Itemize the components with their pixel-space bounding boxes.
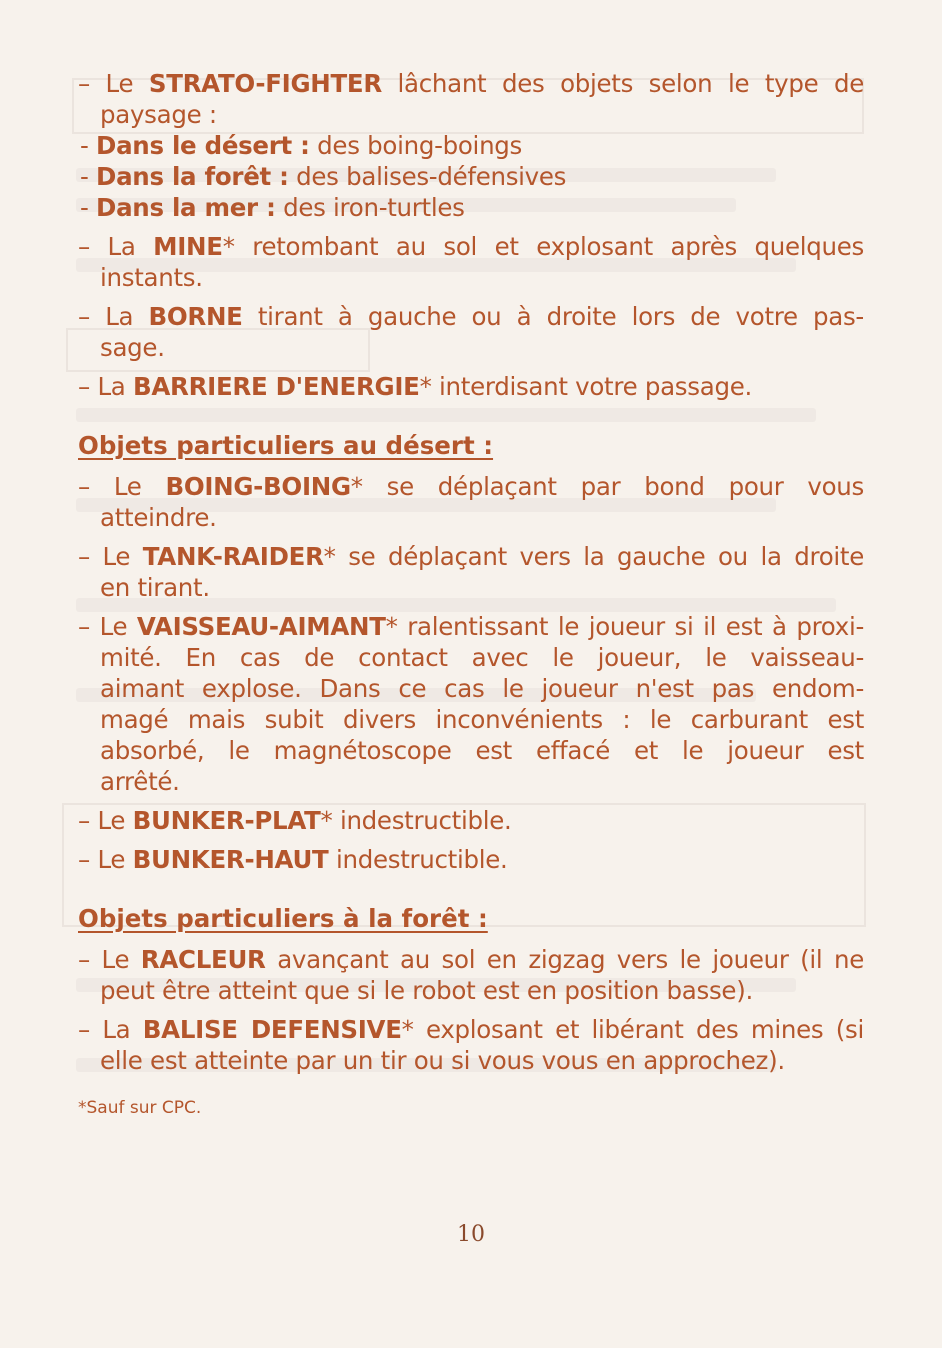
line-text: en tirant. — [100, 573, 210, 602]
document-page — [78, 68, 864, 1118]
term-bold: Dans la mer : — [96, 193, 276, 222]
section-heading: Objets particuliers au désert : — [78, 431, 494, 460]
text-line — [78, 975, 864, 1006]
line-text: des boing-boings — [309, 131, 523, 160]
line-text: * se déplaçant vers la gauche ou la droite — [323, 542, 864, 571]
line-text: aimant explose. Dans ce cas le joueur n'est pas endom- — [100, 674, 864, 703]
line-text: des balises-défensives — [288, 162, 567, 191]
line-text: – La — [78, 372, 133, 401]
line-text: * explosant et libérant des mines (si — [401, 1015, 864, 1044]
list-item — [78, 471, 864, 533]
list-item — [78, 68, 864, 223]
line-text: - — [80, 193, 97, 222]
line-text: * retombant au sol et explosant après quelques — [222, 232, 864, 261]
line-text: tirant à gauche ou à droite lors de votre pas- — [242, 302, 864, 331]
line-text: – Le — [78, 542, 143, 571]
line-text: - — [80, 162, 97, 191]
term-bold: BUNKER-PLAT — [132, 806, 321, 835]
section-heading: Objets particuliers à la forêt : — [78, 904, 488, 933]
term-bold: TANK-RAIDER — [142, 542, 324, 571]
list-item — [78, 1014, 864, 1076]
line-text: instants. — [100, 263, 203, 292]
text-line — [78, 99, 864, 130]
text-line — [78, 1045, 864, 1076]
line-text: – Le — [78, 472, 166, 501]
text-line — [78, 572, 864, 603]
text-line — [78, 541, 864, 572]
text-line — [78, 673, 864, 704]
line-text: – Le — [78, 945, 141, 974]
text-line — [78, 642, 864, 673]
line-text: elle est atteinte par un tir ou si vous vous en approchez). — [100, 1046, 785, 1075]
term-bold: VAISSEAU-AIMANT — [136, 612, 386, 641]
line-text: avançant au sol en zigzag vers le joueur (il ne — [265, 945, 865, 974]
line-text: indestructible. — [328, 845, 508, 874]
text-line — [78, 704, 864, 735]
text-line — [78, 805, 864, 836]
text-line — [78, 68, 864, 99]
term-bold: RACLEUR — [140, 945, 266, 974]
text-line — [78, 332, 864, 363]
text-line — [78, 231, 864, 262]
line-text: * interdisant votre passage. — [419, 372, 752, 401]
term-bold: BALISE DEFENSIVE — [142, 1015, 402, 1044]
list-item — [78, 231, 864, 293]
term-bold: Dans la forêt : — [96, 162, 289, 191]
line-text: magé mais subit divers inconvénients : le carburant est — [100, 705, 864, 734]
line-text: – Le — [78, 806, 133, 835]
list-item — [78, 541, 864, 603]
text-line — [78, 1014, 864, 1045]
line-text: atteindre. — [100, 503, 217, 532]
text-line — [78, 502, 864, 533]
list-item — [78, 301, 864, 363]
line-text: sage. — [100, 333, 165, 362]
line-text: * se déplaçant par bond pour vous — [350, 472, 864, 501]
line-text: – La — [78, 232, 154, 261]
line-text: - — [80, 131, 97, 160]
footnote: *Sauf sur CPC. — [78, 1098, 202, 1118]
line-text: paysage : — [100, 100, 217, 129]
term-bold: BORNE — [148, 302, 243, 331]
line-text: * ralentissant le joueur si il est à proxi- — [385, 612, 864, 641]
list-item — [78, 944, 864, 1006]
text-line — [78, 944, 864, 975]
line-text: – La — [78, 302, 149, 331]
term-bold: BOING-BOING — [165, 472, 351, 501]
text-line — [78, 161, 864, 192]
text-line — [78, 735, 864, 766]
line-text: mité. En cas de contact avec le joueur, le vaisseau- — [100, 643, 864, 672]
text-line — [78, 371, 864, 402]
text-line — [78, 611, 864, 642]
page-number: 10 — [457, 1222, 485, 1247]
text-line — [78, 262, 864, 293]
term-bold: Dans le désert : — [96, 131, 310, 160]
list-item — [78, 611, 864, 797]
term-bold: STRATO-FIGHTER — [148, 69, 382, 98]
line-text: arrêté. — [100, 767, 180, 796]
text-line — [78, 471, 864, 502]
text-line — [78, 766, 864, 797]
text-line — [78, 130, 864, 161]
list-item — [78, 844, 864, 875]
term-bold: BARRIERE D'ENERGIE — [133, 372, 420, 401]
line-text: peut être atteint que si le robot est en position basse). — [100, 976, 753, 1005]
text-line — [78, 844, 864, 875]
line-text: – Le — [78, 845, 133, 874]
line-text: absorbé, le magnétoscope est effacé et le joueur est — [100, 736, 864, 765]
line-text: lâchant des objets selon le type de — [381, 69, 864, 98]
line-text: * indestructible. — [320, 806, 512, 835]
line-text: – Le — [78, 612, 137, 641]
text-line — [78, 301, 864, 332]
text-line — [78, 192, 864, 223]
line-text: – Le — [78, 69, 149, 98]
term-bold: BUNKER-HAUT — [132, 845, 329, 874]
line-text: – La — [78, 1015, 143, 1044]
term-bold: MINE — [153, 232, 223, 261]
list-item — [78, 371, 864, 402]
line-text: des iron-turtles — [275, 193, 465, 222]
list-item — [78, 805, 864, 836]
